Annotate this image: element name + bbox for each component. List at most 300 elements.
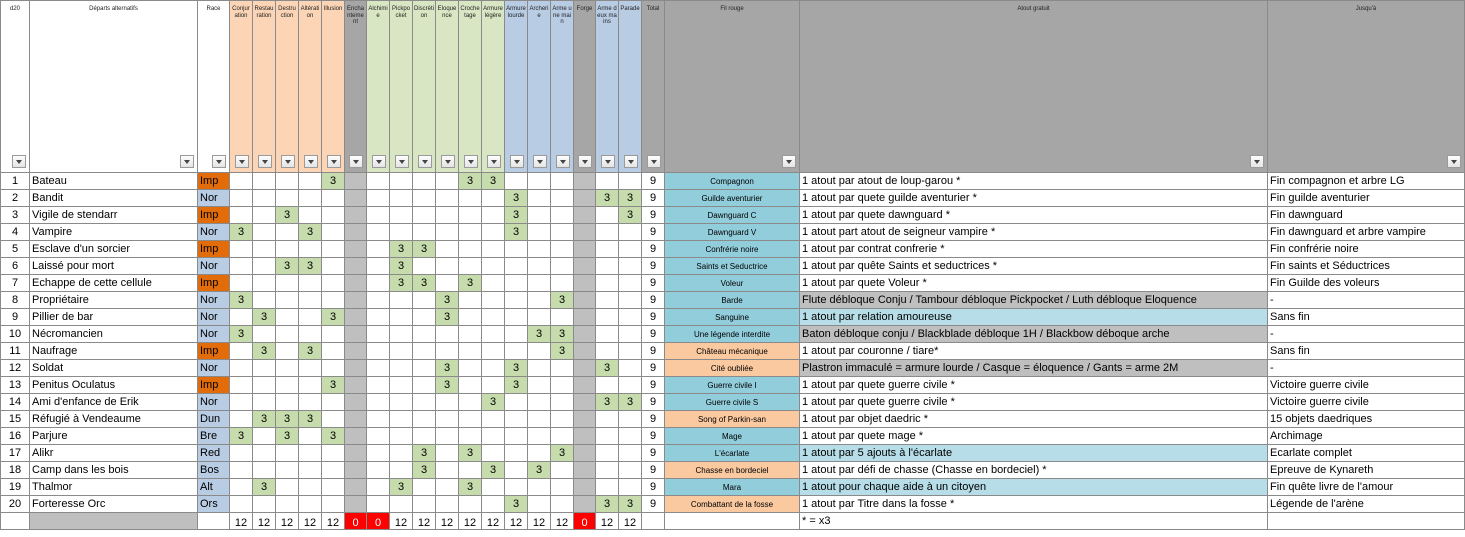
skill-cell[interactable] [322,224,345,241]
jusqua-cell[interactable]: Epreuve de Kynareth [1268,462,1465,479]
race-cell[interactable]: Nor [198,309,230,326]
skill-cell[interactable] [459,224,482,241]
skill-cell[interactable] [436,207,459,224]
skill-cell[interactable]: 3 [596,360,619,377]
skill-cell[interactable] [574,326,596,343]
skill-cell[interactable] [596,462,619,479]
jusqua-cell[interactable]: Fin saints et Séductrices [1268,258,1465,275]
skill-cell[interactable] [276,445,299,462]
skill-cell[interactable] [322,411,345,428]
skill-total-cell[interactable]: 0 [574,513,596,530]
skill-cell[interactable] [322,292,345,309]
skill-cell[interactable] [345,496,367,513]
skill-cell[interactable] [596,309,619,326]
skill-cell[interactable] [459,241,482,258]
atout-gratuit-cell[interactable]: 1 atout par quete guilde aventurier * [800,190,1268,207]
skill-cell[interactable] [299,394,322,411]
skill-cell[interactable] [276,462,299,479]
depart-cell[interactable]: Naufrage [30,343,198,360]
skill-cell[interactable] [459,496,482,513]
skill-cell[interactable] [505,462,528,479]
skill-cell[interactable] [596,428,619,445]
filter-dropdown-button[interactable] [418,155,432,168]
total-cell[interactable]: 9 [642,479,665,496]
skill-cell[interactable] [299,173,322,190]
filter-dropdown-button[interactable] [281,155,295,168]
skill-cell[interactable] [367,462,390,479]
skill-cell[interactable] [528,394,551,411]
skill-cell[interactable] [574,258,596,275]
skill-total-cell[interactable]: 12 [436,513,459,530]
total-cell[interactable]: 9 [642,241,665,258]
skill-cell[interactable] [528,343,551,360]
skill-cell[interactable] [551,428,574,445]
skill-cell[interactable] [574,207,596,224]
skill-cell[interactable]: 3 [505,190,528,207]
race-cell[interactable]: Nor [198,258,230,275]
skill-cell[interactable] [413,411,436,428]
race-cell[interactable]: Nor [198,292,230,309]
depart-cell[interactable]: Echappe de cette cellule [30,275,198,292]
skill-cell[interactable] [619,224,642,241]
skill-cell[interactable] [482,343,505,360]
fil-rouge-cell[interactable]: Combattant de la fosse [665,496,800,513]
skill-cell[interactable] [345,462,367,479]
skill-cell[interactable] [299,462,322,479]
skill-cell[interactable] [276,241,299,258]
skill-cell[interactable] [299,207,322,224]
fil-rouge-cell[interactable]: Guilde aventurier [665,190,800,207]
row-number-cell[interactable]: 8 [1,292,30,309]
skill-cell[interactable] [459,394,482,411]
jusqua-cell[interactable]: Fin Guilde des voleurs [1268,275,1465,292]
skill-cell[interactable] [413,394,436,411]
jusqua-cell[interactable]: Fin confrérie noire [1268,241,1465,258]
skill-cell[interactable] [482,360,505,377]
depart-cell[interactable]: Réfugié à Vendeaume [30,411,198,428]
skill-cell[interactable] [299,360,322,377]
skill-cell[interactable] [551,190,574,207]
skill-cell[interactable] [322,275,345,292]
skill-cell[interactable] [390,173,413,190]
skill-cell[interactable] [345,377,367,394]
skill-cell[interactable] [390,207,413,224]
skill-cell[interactable]: 3 [551,326,574,343]
skill-cell[interactable]: 3 [482,173,505,190]
skill-cell[interactable] [436,275,459,292]
skill-cell[interactable] [230,377,253,394]
fil-rouge-cell[interactable]: Voleur [665,275,800,292]
fil-rouge-cell[interactable]: Saints et Seductrice [665,258,800,275]
skill-cell[interactable] [230,173,253,190]
fil-rouge-cell[interactable]: Compagnon [665,173,800,190]
skill-cell[interactable] [551,275,574,292]
jusqua-cell[interactable]: Fin guilde aventurier [1268,190,1465,207]
skill-cell[interactable] [230,479,253,496]
skill-cell[interactable]: 3 [413,445,436,462]
skill-cell[interactable] [436,411,459,428]
skill-total-cell[interactable]: 12 [322,513,345,530]
filter-dropdown-button[interactable] [327,155,341,168]
skill-cell[interactable]: 3 [299,411,322,428]
skill-cell[interactable] [528,445,551,462]
skill-cell[interactable] [436,326,459,343]
skill-cell[interactable] [482,224,505,241]
skill-cell[interactable] [390,224,413,241]
skill-cell[interactable] [574,411,596,428]
atout-gratuit-cell[interactable]: 1 atout par contrat confrerie * [800,241,1268,258]
atout-gratuit-cell[interactable]: Plastron immaculé = armure lourde / Casque = éloquence / Gants = arme 2M [800,360,1268,377]
skill-cell[interactable] [528,360,551,377]
race-cell[interactable]: Dun [198,411,230,428]
skill-cell[interactable] [345,479,367,496]
skill-cell[interactable] [367,360,390,377]
total-cell[interactable]: 9 [642,190,665,207]
skill-cell[interactable] [367,275,390,292]
skill-cell[interactable] [367,496,390,513]
filter-dropdown-button[interactable] [372,155,386,168]
filter-dropdown-button[interactable] [212,155,226,168]
row-number-cell[interactable]: 19 [1,479,30,496]
skill-cell[interactable] [528,224,551,241]
total-cell[interactable]: 9 [642,360,665,377]
skill-cell[interactable] [459,207,482,224]
skill-cell[interactable] [276,275,299,292]
total-cell[interactable]: 9 [642,377,665,394]
skill-cell[interactable] [413,309,436,326]
skill-cell[interactable] [367,207,390,224]
skill-cell[interactable] [505,309,528,326]
skill-cell[interactable] [413,292,436,309]
skill-cell[interactable] [322,445,345,462]
skill-cell[interactable] [551,394,574,411]
skill-cell[interactable] [505,411,528,428]
filter-dropdown-button[interactable] [395,155,409,168]
skill-cell[interactable] [345,411,367,428]
skill-cell[interactable] [528,428,551,445]
atout-gratuit-cell[interactable]: 1 atout par quete Voleur * [800,275,1268,292]
depart-cell[interactable]: Esclave d'un sorcier [30,241,198,258]
depart-cell[interactable]: Thalmor [30,479,198,496]
skill-cell[interactable] [230,190,253,207]
skill-cell[interactable]: 3 [596,394,619,411]
skill-cell[interactable] [413,496,436,513]
skill-cell[interactable] [276,292,299,309]
depart-cell[interactable]: Vigile de stendarr [30,207,198,224]
skill-cell[interactable] [230,496,253,513]
skill-cell[interactable]: 3 [436,292,459,309]
skill-cell[interactable] [596,275,619,292]
skill-cell[interactable] [436,224,459,241]
skill-cell[interactable] [413,326,436,343]
skill-cell[interactable] [574,445,596,462]
skill-cell[interactable] [413,479,436,496]
skill-cell[interactable]: 3 [505,224,528,241]
skill-cell[interactable] [299,292,322,309]
race-cell[interactable]: Nor [198,360,230,377]
skill-cell[interactable] [596,207,619,224]
row-number-cell[interactable]: 7 [1,275,30,292]
skill-cell[interactable] [596,445,619,462]
depart-cell[interactable]: Penitus Oculatus [30,377,198,394]
filter-dropdown-button[interactable] [647,155,661,168]
skill-cell[interactable] [230,343,253,360]
atout-gratuit-cell[interactable]: 1 atout par couronne / tiare* [800,343,1268,360]
total-cell[interactable]: 9 [642,411,665,428]
skill-cell[interactable] [322,496,345,513]
row-number-cell[interactable]: 9 [1,309,30,326]
skill-cell[interactable] [505,326,528,343]
skill-cell[interactable] [322,241,345,258]
atout-gratuit-cell[interactable]: 1 atout par 5 ajouts à l'écarlate [800,445,1268,462]
total-cell[interactable]: 9 [642,309,665,326]
footer-empty-cell[interactable] [665,513,800,530]
row-number-cell[interactable]: 5 [1,241,30,258]
depart-cell[interactable]: Bateau [30,173,198,190]
skill-cell[interactable] [528,496,551,513]
skill-total-cell[interactable]: 12 [299,513,322,530]
race-cell[interactable]: Alt [198,479,230,496]
row-number-cell[interactable]: 20 [1,496,30,513]
skill-cell[interactable] [345,241,367,258]
skill-cell[interactable] [367,377,390,394]
skill-total-cell[interactable]: 12 [505,513,528,530]
skill-cell[interactable] [459,411,482,428]
skill-cell[interactable] [253,326,276,343]
jusqua-cell[interactable]: Légende de l'arène [1268,496,1465,513]
skill-cell[interactable] [299,479,322,496]
race-cell[interactable]: Nor [198,224,230,241]
skill-cell[interactable] [230,411,253,428]
row-number-cell[interactable]: 16 [1,428,30,445]
skill-cell[interactable]: 3 [619,190,642,207]
skill-cell[interactable] [528,411,551,428]
skill-cell[interactable] [596,377,619,394]
skill-cell[interactable] [528,275,551,292]
depart-cell[interactable]: Pillier de bar [30,309,198,326]
skill-cell[interactable] [459,326,482,343]
race-cell[interactable]: Bre [198,428,230,445]
skill-cell[interactable]: 3 [505,360,528,377]
skill-cell[interactable] [596,258,619,275]
race-cell[interactable]: Nor [198,394,230,411]
skill-cell[interactable] [230,462,253,479]
race-cell[interactable]: Imp [198,275,230,292]
skill-cell[interactable] [436,479,459,496]
skill-cell[interactable] [528,258,551,275]
skill-total-cell[interactable]: 12 [390,513,413,530]
skill-cell[interactable] [345,258,367,275]
fil-rouge-cell[interactable]: Guerre civile I [665,377,800,394]
atout-gratuit-cell[interactable]: 1 atout par quete guerre civile * [800,394,1268,411]
race-cell[interactable]: Nor [198,190,230,207]
row-number-cell[interactable]: 2 [1,190,30,207]
skill-cell[interactable] [345,343,367,360]
skill-cell[interactable] [459,292,482,309]
skill-cell[interactable] [345,428,367,445]
skill-cell[interactable] [390,394,413,411]
depart-cell[interactable]: Soldat [30,360,198,377]
jusqua-cell[interactable]: Victoire guerre civile [1268,394,1465,411]
skill-cell[interactable] [345,445,367,462]
skill-cell[interactable] [551,173,574,190]
skill-cell[interactable] [390,445,413,462]
skill-cell[interactable] [574,275,596,292]
row-number-cell[interactable]: 10 [1,326,30,343]
jusqua-cell[interactable]: Ecarlate complet [1268,445,1465,462]
jusqua-cell[interactable]: - [1268,360,1465,377]
skill-cell[interactable] [413,343,436,360]
row-number-cell[interactable]: 18 [1,462,30,479]
filter-dropdown-button[interactable] [578,155,592,168]
row-number-cell[interactable]: 12 [1,360,30,377]
skill-cell[interactable] [322,190,345,207]
total-cell[interactable]: 9 [642,496,665,513]
skill-cell[interactable] [367,411,390,428]
skill-cell[interactable] [619,326,642,343]
skill-total-cell[interactable]: 12 [413,513,436,530]
skill-cell[interactable] [390,190,413,207]
jusqua-cell[interactable]: Archimage [1268,428,1465,445]
filter-dropdown-button[interactable] [349,155,363,168]
skill-cell[interactable]: 3 [436,377,459,394]
skill-cell[interactable] [459,462,482,479]
skill-cell[interactable] [253,377,276,394]
skill-cell[interactable] [253,207,276,224]
skill-cell[interactable] [551,258,574,275]
skill-cell[interactable] [367,190,390,207]
skill-cell[interactable] [619,173,642,190]
skill-cell[interactable] [413,173,436,190]
skill-cell[interactable]: 3 [459,173,482,190]
skill-cell[interactable]: 3 [390,275,413,292]
skill-total-cell[interactable]: 12 [253,513,276,530]
skill-cell[interactable] [367,173,390,190]
skill-cell[interactable] [528,309,551,326]
skill-cell[interactable] [596,173,619,190]
footer-grey-cell[interactable] [30,513,198,530]
skill-cell[interactable] [482,258,505,275]
fil-rouge-cell[interactable]: Dawnguard V [665,224,800,241]
skill-cell[interactable]: 3 [413,241,436,258]
skill-cell[interactable] [299,445,322,462]
skill-cell[interactable] [322,343,345,360]
skill-cell[interactable] [619,479,642,496]
skill-cell[interactable] [574,173,596,190]
skill-cell[interactable]: 3 [276,428,299,445]
jusqua-cell[interactable]: - [1268,326,1465,343]
skill-cell[interactable] [253,496,276,513]
total-cell[interactable]: 9 [642,207,665,224]
skill-cell[interactable] [482,428,505,445]
jusqua-cell[interactable]: - [1268,292,1465,309]
skill-cell[interactable] [276,343,299,360]
skill-cell[interactable] [230,258,253,275]
skill-cell[interactable]: 3 [619,207,642,224]
fil-rouge-cell[interactable]: L'écarlate [665,445,800,462]
skill-cell[interactable]: 3 [390,479,413,496]
skill-cell[interactable]: 3 [253,309,276,326]
skill-cell[interactable] [551,377,574,394]
skill-cell[interactable] [574,377,596,394]
skill-cell[interactable] [482,292,505,309]
skill-cell[interactable] [253,394,276,411]
depart-cell[interactable]: Parjure [30,428,198,445]
skill-cell[interactable] [551,360,574,377]
fil-rouge-cell[interactable]: Confrérie noire [665,241,800,258]
skill-cell[interactable]: 3 [253,411,276,428]
skill-cell[interactable] [367,326,390,343]
skill-cell[interactable] [367,224,390,241]
jusqua-cell[interactable]: Sans fin [1268,343,1465,360]
depart-cell[interactable]: Laissé pour mort [30,258,198,275]
skill-cell[interactable] [390,309,413,326]
skill-cell[interactable] [390,343,413,360]
race-cell[interactable]: Imp [198,173,230,190]
skill-cell[interactable] [345,224,367,241]
skill-cell[interactable] [230,394,253,411]
skill-cell[interactable] [619,462,642,479]
skill-cell[interactable] [322,462,345,479]
fil-rouge-cell[interactable]: Une légende interdite [665,326,800,343]
filter-dropdown-button[interactable] [533,155,547,168]
skill-cell[interactable] [367,445,390,462]
skill-cell[interactable] [596,224,619,241]
skill-cell[interactable] [482,190,505,207]
skill-cell[interactable] [619,411,642,428]
skill-cell[interactable] [390,496,413,513]
skill-cell[interactable] [528,241,551,258]
depart-cell[interactable]: Nécromancien [30,326,198,343]
skill-cell[interactable] [482,275,505,292]
jusqua-cell[interactable]: Fin quête livre de l'amour [1268,479,1465,496]
skill-cell[interactable] [505,258,528,275]
skill-cell[interactable] [596,241,619,258]
skill-cell[interactable]: 3 [276,411,299,428]
skill-cell[interactable] [528,207,551,224]
skill-cell[interactable] [505,292,528,309]
jusqua-cell[interactable]: Fin dawnguard et arbre vampire [1268,224,1465,241]
skill-cell[interactable] [574,394,596,411]
skill-cell[interactable] [482,309,505,326]
skill-cell[interactable]: 3 [619,394,642,411]
skill-cell[interactable]: 3 [276,258,299,275]
skill-cell[interactable] [574,241,596,258]
skill-cell[interactable] [596,292,619,309]
skill-cell[interactable]: 3 [413,462,436,479]
skill-cell[interactable] [574,496,596,513]
skill-cell[interactable] [436,445,459,462]
atout-gratuit-cell[interactable]: 1 atout par quete dawnguard * [800,207,1268,224]
skill-cell[interactable] [345,326,367,343]
filter-dropdown-button[interactable] [782,155,796,168]
fil-rouge-cell[interactable]: Chasse en bordeciel [665,462,800,479]
skill-cell[interactable]: 3 [230,428,253,445]
skill-cell[interactable]: 3 [230,326,253,343]
total-cell[interactable]: 9 [642,292,665,309]
skill-cell[interactable] [551,309,574,326]
skill-cell[interactable] [345,207,367,224]
skill-cell[interactable]: 3 [322,309,345,326]
skill-cell[interactable] [345,173,367,190]
fil-rouge-cell[interactable]: Dawnguard C [665,207,800,224]
skill-cell[interactable] [596,479,619,496]
skill-cell[interactable] [367,479,390,496]
total-cell[interactable]: 9 [642,445,665,462]
skill-cell[interactable] [482,326,505,343]
skill-cell[interactable] [253,241,276,258]
skill-cell[interactable]: 3 [528,326,551,343]
